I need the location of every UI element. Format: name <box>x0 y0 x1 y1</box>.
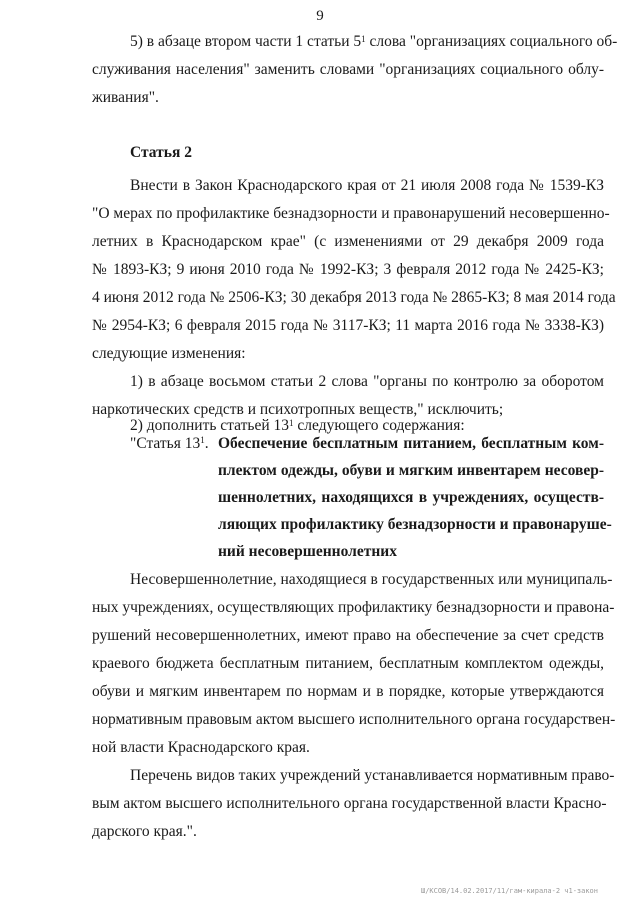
page-number: 9 <box>316 8 324 24</box>
text-line: № 2954-КЗ; 6 февраля 2015 года № 3117-КЗ; 11 марта 2016 года № 3338-КЗ) <box>92 317 604 334</box>
text-line: 4 июня 2012 года № 2506-КЗ; 30 декабря 2013 года № 2865-КЗ; 8 мая 2014 года <box>92 289 616 306</box>
text-line: 1) в абзаце восьмом статьи 2 слова "органы по контролю за оборотом <box>130 373 604 390</box>
text-line: 5) в абзаце втором части 1 статьи $5^1$ слова "организациях социального об- <box>130 33 618 50</box>
text-line: шеннолетних, находящихся в учреждениях, осуществ- <box>218 489 604 506</box>
text-line: рушений несовершеннолетних, имеют право на обеспечение за счет средств <box>92 627 604 644</box>
text-line: Несовершеннолетние, находящиеся в государственных или муниципаль- <box>130 571 613 588</box>
text-line: летних в Краснодарском крае" (с изменениями от 29 декабря 2009 года <box>92 233 604 250</box>
article-bold-title <box>218 430 612 565</box>
text-line: Перечень видов таких учреждений устанавливается нормативным право- <box>130 767 615 784</box>
text-line: ных учреждениях, осуществляющих профилактику безнадзорности и правона- <box>92 599 615 616</box>
text-line: Обеспечение бесплатным питанием, бесплатным ком- <box>218 435 604 452</box>
text-line: нормативным правовым актом высшего исполнительного органа государствен- <box>92 711 616 728</box>
text-line: краевого бюджета бесплатным питанием, бесплатным комплектом одежды, <box>92 655 604 672</box>
text-line: ний несовершеннолетних <box>218 543 397 560</box>
text-line: вым актом высшего исполнительного органа государственной власти Красно- <box>92 795 607 812</box>
text-line: наркотических средств и психотропных веществ," исключить; <box>92 401 504 418</box>
text-line: ляющих профилактику безнадзорности и правонаруше- <box>218 516 612 533</box>
text-line: 2) дополнить статьей $13^1$ следующего содержания: <box>130 417 465 434</box>
article-prefix: "Статья $13^1$. <box>130 435 209 452</box>
text-line: служивания населения" заменить словами "организациях социального облу- <box>92 61 604 78</box>
text-line: Внести в Закон Краснодарского края от 21 июля 2008 года № 1539-КЗ <box>130 177 604 194</box>
text-line: "О мерах по профилактике безнадзорности и правонарушений несовершенно- <box>92 205 610 222</box>
text-line: обуви и мягким инвентарем по нормам и в порядке, которые утверждаются <box>92 683 604 700</box>
footer-file-path: Ш/КСОВ/14.02.2017/11/гам-кирала-2 ч1-закон <box>420 887 598 895</box>
text-line: дарского края.". <box>92 823 197 840</box>
paragraph-5 <box>92 28 618 112</box>
text-line: живания". <box>92 89 159 106</box>
text-line: ной власти Краснодарского края. <box>92 739 310 756</box>
intro-paragraph <box>92 172 616 368</box>
body-paragraph-1 <box>92 566 616 762</box>
text-line: плектом одежды, обуви и мягким инвентарем несовер- <box>218 462 604 479</box>
article-heading: Статья 2 <box>130 144 192 161</box>
text-line: следующие изменения: <box>92 345 246 362</box>
text-line: № 1893-КЗ; 9 июня 2010 года № 1992-КЗ; 3 февраля 2012 года № 2425-КЗ; <box>92 261 604 278</box>
body-paragraph-2 <box>92 762 615 846</box>
